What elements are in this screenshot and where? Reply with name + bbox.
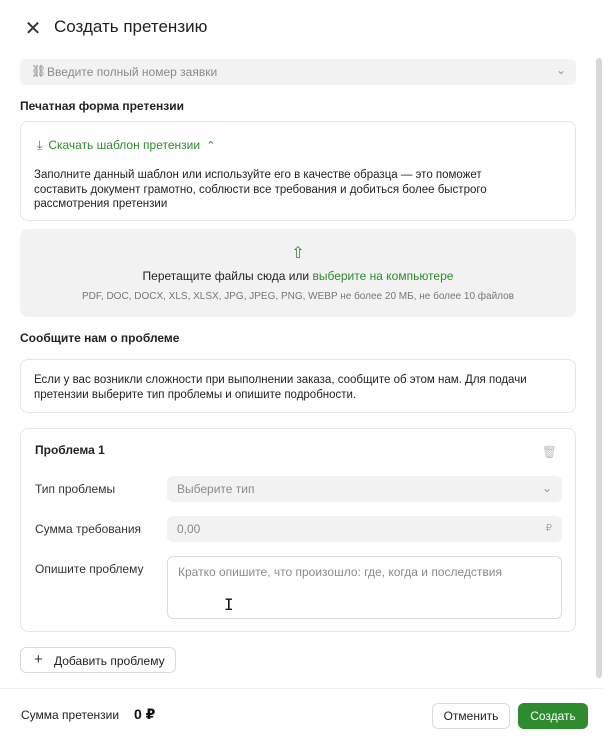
upload-icon: ⇧ [291,245,305,262]
download-icon: ⤓ [37,138,43,152]
print-form-description-line: составить документ грамотно, соблюсти все требования и добиться более быстрого [34,183,487,196]
page-title: Создать претензию [54,17,208,36]
problem-description-placeholder: Кратко опишите, что произошло: где, когда и последствия [178,565,502,579]
print-form-description [34,168,554,212]
problem-type-select[interactable] [167,476,562,502]
problem-title: Проблема 1 [35,443,105,457]
report-card [20,359,576,413]
add-problem-button[interactable] [20,647,176,673]
close-icon[interactable]: ✕ [24,18,42,40]
report-description-line: Если у вас возникли сложности при выполнении заказа, сообщите об этом нам. Для подачи [34,374,527,386]
print-form-description-line: Заполните данный шаблон или используйте его в качестве образца — это поможет [34,169,482,181]
chevron-down-icon: ⌄ [541,481,552,495]
plus-icon: + [34,651,43,668]
claim-sum-value: 0 ₽ [134,706,156,722]
problem-type-label: Тип проблемы [35,482,116,496]
claim-sum-label: Сумма претензии [21,708,120,722]
download-template-label: Скачать шаблон претензии [48,138,201,152]
footer [0,688,604,737]
header [0,0,604,58]
report-description [34,373,554,402]
add-problem-label: Добавить проблему [54,654,165,668]
dropzone-hint: PDF, DOC, DOCX, XLS, XLSX, JPG, JPEG, PNG, WEBP не более 20 МБ, не более 10 файлов [82,291,514,302]
chevron-up-icon: ⌃ [206,140,216,152]
print-form-title: Печатная форма претензии [20,99,184,113]
scrollbar[interactable] [596,58,602,678]
order-number-select[interactable] [20,59,576,85]
chevron-down-icon: ⌄ [555,63,566,77]
problem-description-textarea[interactable] [167,556,562,619]
dropzone-instruction: Перетащите файлы сюда или [142,269,310,283]
cancel-button[interactable]: Отменить [432,703,510,729]
report-title: Сообщите нам о проблеме [20,331,180,345]
amount-input[interactable] [167,516,562,542]
link-icon: ⛓ [31,64,47,78]
amount-placeholder: 0,00 [177,522,201,536]
print-form-description-line: рассмотрения претензии [34,198,168,210]
text-cursor-icon: I [224,595,234,614]
currency-sign: ₽ [545,523,552,534]
problem-type-placeholder: Выберите тип [177,482,255,496]
print-form-card [20,121,576,221]
description-label: Опишите проблему [35,562,144,576]
problem-card [20,428,576,632]
file-dropzone[interactable] [20,229,576,317]
create-button[interactable]: Создать [518,703,588,729]
dropzone-text [20,269,576,283]
order-number-placeholder: Введите полный номер заявки [47,65,218,79]
amount-label: Сумма требования [35,522,142,536]
trash-icon[interactable]: 🗑 [541,445,557,459]
choose-file-link[interactable]: выберите на компьютере [312,269,454,283]
download-template-link[interactable] [37,138,215,153]
report-description-line: претензии выберите тип проблемы и опишите подробности. [34,388,357,401]
